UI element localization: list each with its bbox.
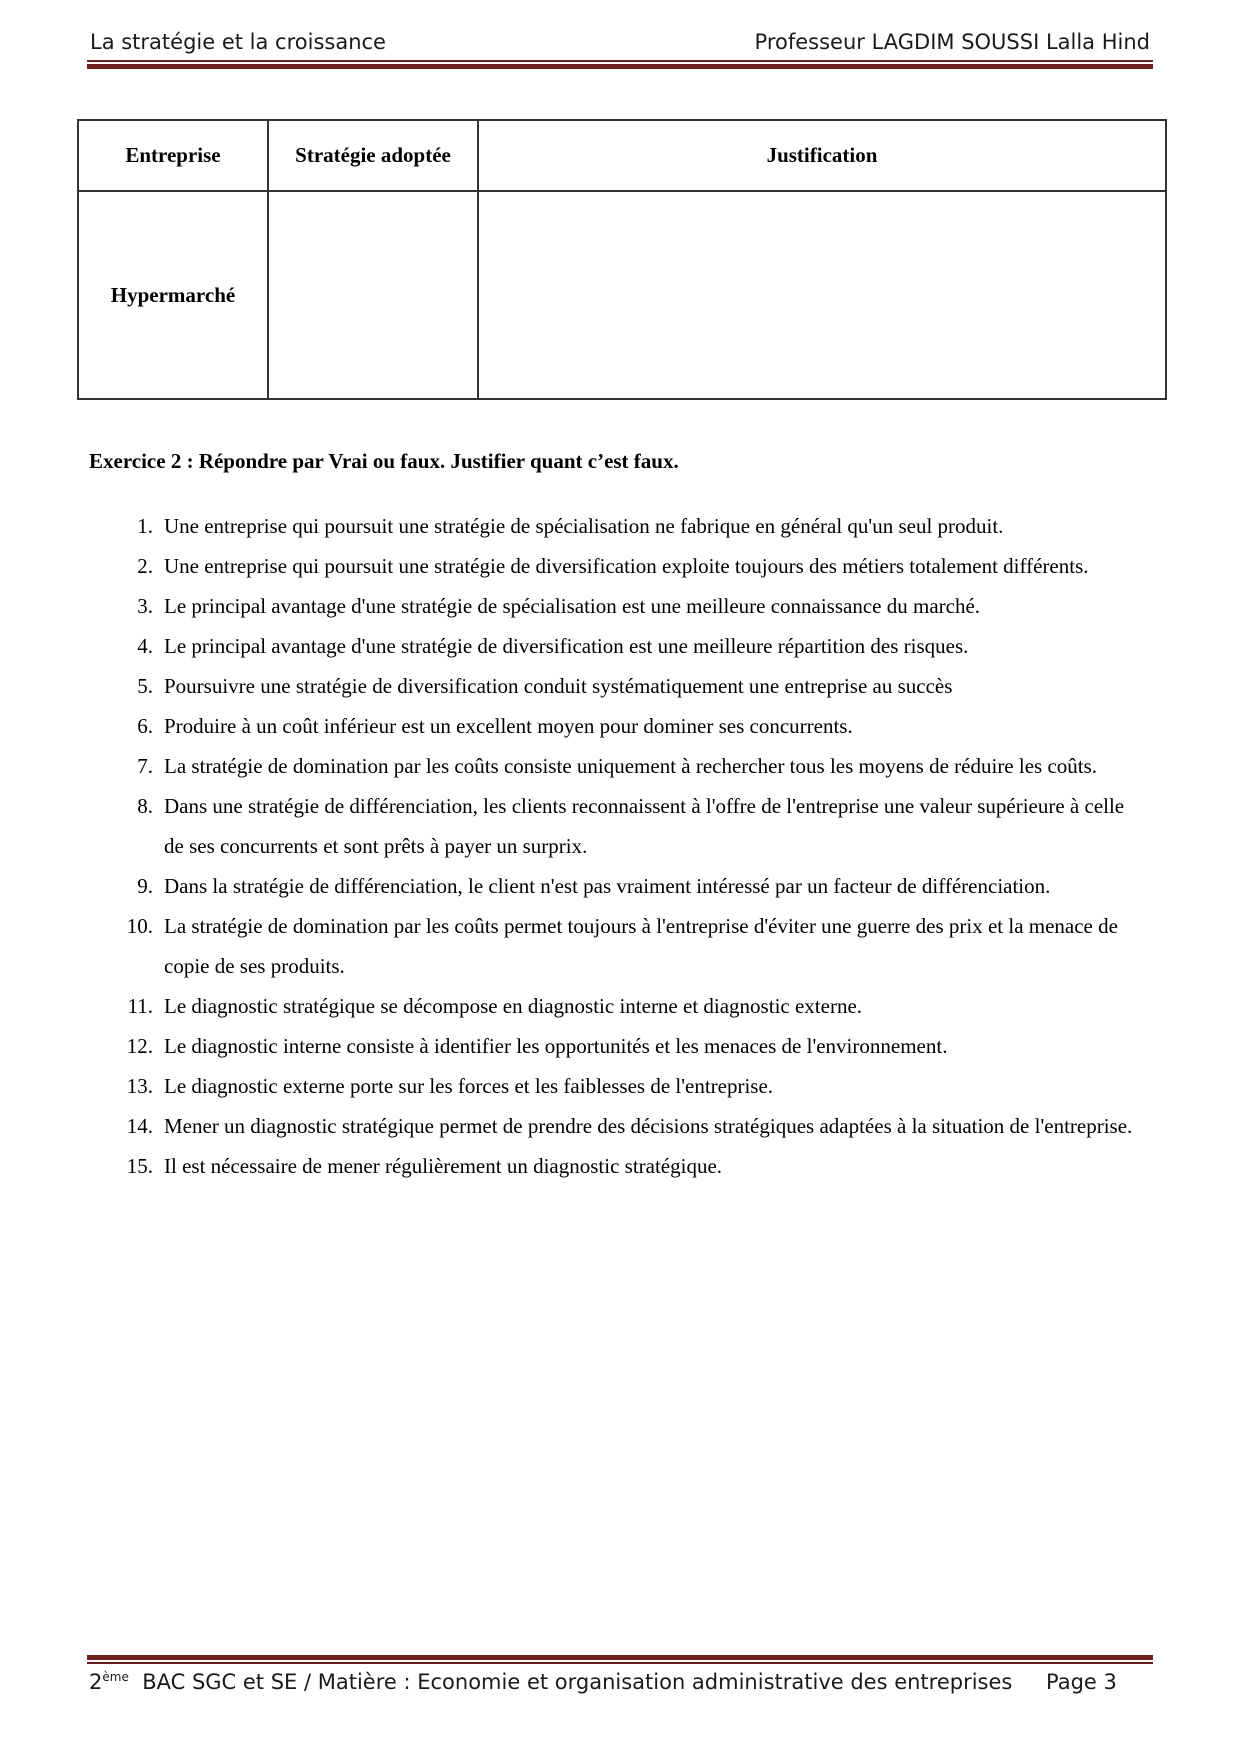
list-item <box>117 906 1147 986</box>
col-header-strategie: Stratégie adoptée <box>268 120 478 191</box>
item-text: Le diagnostic externe porte sur les forces et les faiblesses de l'entreprise. <box>164 1074 774 1098</box>
page-number: Page 3 <box>1046 1670 1117 1694</box>
list-item <box>117 666 1147 706</box>
header-author: Professeur LAGDIM SOUSSI Lalla Hind <box>754 30 1150 54</box>
item-number: 15. <box>126 1154 153 1178</box>
item-number: 12. <box>126 1034 153 1058</box>
item-number: 5. <box>137 674 153 698</box>
item-text: Le diagnostic interne consiste à identifier les opportunités et les menaces de l'environnement. <box>164 1034 948 1058</box>
item-text: Le principal avantage d'une stratégie de diversification est une meilleure répartition des risques. <box>164 634 969 658</box>
item-number: 10. <box>126 914 153 938</box>
item-text: Dans la stratégie de différenciation, le client n'est pas vraiment intéressé par un facteur de différenciation. <box>164 874 1051 898</box>
item-number: 4. <box>137 634 153 658</box>
item-number: 6. <box>137 714 153 738</box>
item-number: 1. <box>137 514 153 538</box>
col-header-justification: Justification <box>478 120 1166 191</box>
exercise-title: Exercice 2 : Répondre par Vrai ou faux. Justifier quant c’est faux. <box>89 449 679 473</box>
header-rule-thin <box>87 60 1153 62</box>
item-text: La stratégie de domination par les coûts consiste uniquement à rechercher tous les moyens de réduire les coûts. <box>164 754 1098 778</box>
list-item <box>117 1146 1147 1186</box>
col-header-entreprise: Entreprise <box>78 120 268 191</box>
list-item <box>117 506 1147 546</box>
header-rule-thick <box>87 64 1153 69</box>
cell-strategie[interactable] <box>268 191 478 399</box>
item-number: 13. <box>126 1074 153 1098</box>
item-number: 3. <box>137 594 153 618</box>
item-text: Produire à un coût inférieur est un excellent moyen pour dominer ses concurrents. <box>164 714 853 738</box>
footer-course-text: BAC SGC et SE / Matière : Economie et organisation administrative des entreprises <box>142 1670 1013 1694</box>
item-number: 11. <box>127 994 153 1018</box>
item-number: 14. <box>126 1114 153 1138</box>
list-item <box>117 626 1147 666</box>
list-item <box>117 986 1147 1026</box>
item-text: Mener un diagnostic stratégique permet de prendre des décisions stratégiques adaptées à la situation de l'entreprise. <box>164 1114 1133 1138</box>
item-text: Dans une stratégie de différenciation, les clients reconnaissent à l'offre de l'entreprise une valeur supérieure à celle de ses concurrents et sont prêts à payer un surprix. <box>164 794 1125 858</box>
list-item <box>117 546 1147 586</box>
footer-rule-thick <box>87 1655 1153 1660</box>
item-text: Le diagnostic stratégique se décompose en diagnostic interne et diagnostic externe. <box>164 994 863 1018</box>
footer-level-sup: ème <box>102 1670 129 1684</box>
footer-level-num: 2 <box>89 1670 103 1694</box>
list-item <box>117 586 1147 626</box>
strategy-table <box>77 119 1167 400</box>
header-title: La stratégie et la croissance <box>90 30 386 54</box>
item-number: 7. <box>137 754 153 778</box>
footer-course <box>89 1670 1012 1694</box>
cell-entreprise: Hypermarché <box>78 191 268 399</box>
item-text: Poursuivre une stratégie de diversification conduit systématiquement une entreprise au succès <box>164 674 953 698</box>
list-item <box>117 746 1147 786</box>
item-text: Une entreprise qui poursuit une stratégie de diversification exploite toujours des métiers totalement différents. <box>164 554 1089 578</box>
list-item <box>117 1066 1147 1106</box>
list-item <box>117 786 1147 866</box>
item-number: 8. <box>137 794 153 818</box>
item-text: Le principal avantage d'une stratégie de spécialisation est une meilleure connaissance du marché. <box>164 594 981 618</box>
footer-rule-thin <box>87 1662 1153 1664</box>
item-number: 2. <box>137 554 153 578</box>
list-item <box>117 866 1147 906</box>
exercise-list <box>117 506 1147 1186</box>
item-text: Une entreprise qui poursuit une stratégie de spécialisation ne fabrique en général qu'un seul produit. <box>164 514 1004 538</box>
list-item <box>117 1106 1147 1146</box>
table-header-row <box>78 120 1166 191</box>
list-item <box>117 1026 1147 1066</box>
item-number: 9. <box>137 874 153 898</box>
cell-justification[interactable] <box>478 191 1166 399</box>
item-text: Il est nécessaire de mener régulièrement un diagnostic stratégique. <box>164 1154 723 1178</box>
item-text: La stratégie de domination par les coûts permet toujours à l'entreprise d'éviter une guerre des prix et la menace de copie de ses produits. <box>164 914 1118 978</box>
table-row <box>78 191 1166 399</box>
list-item <box>117 706 1147 746</box>
